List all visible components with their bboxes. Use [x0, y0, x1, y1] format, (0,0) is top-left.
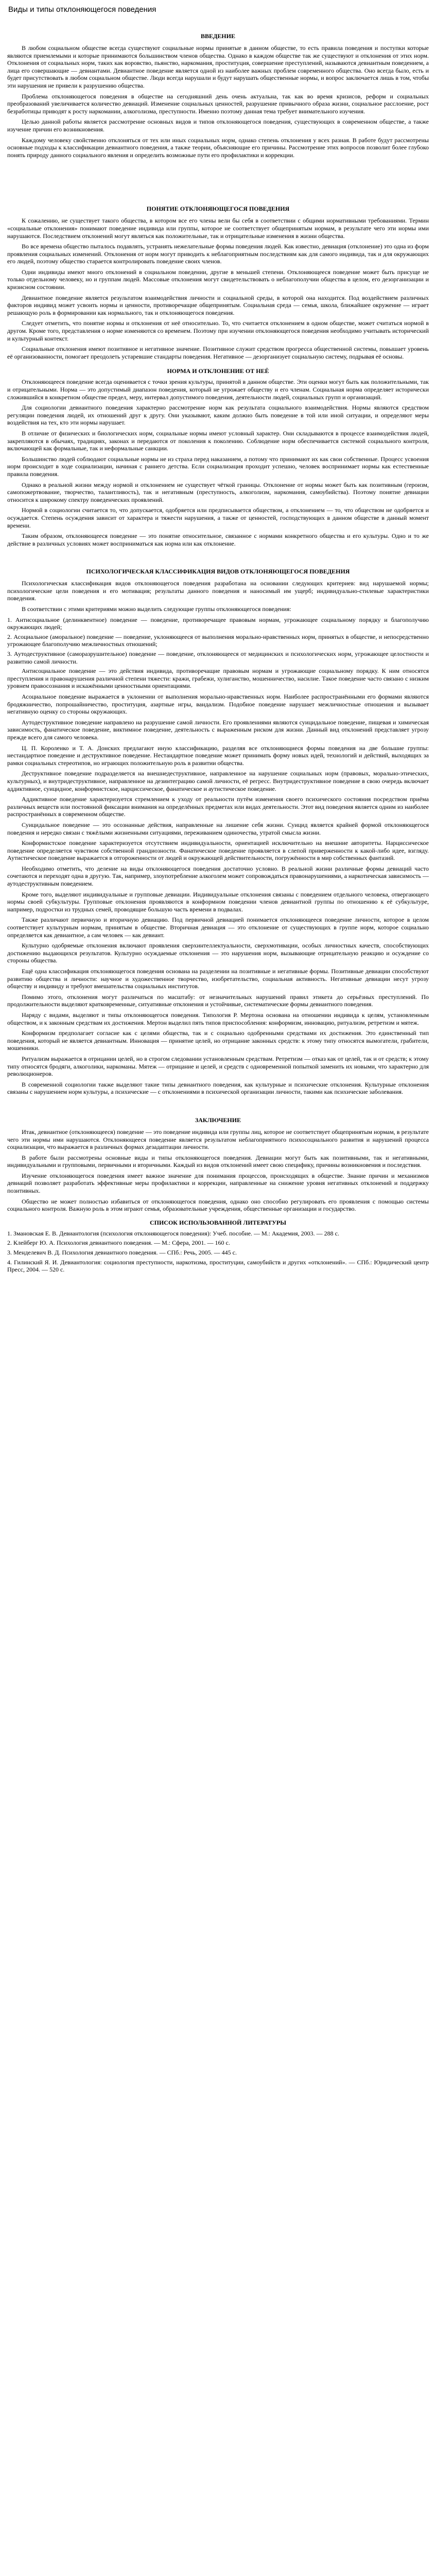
reference-item: 4. Гилинский Я. И. Девиантология: социология преступности, наркотизма, проституции, самоубийств и других «отклонений». — СПб.: Юридический центр Пресс, 2004. — 520 с. [7, 1258, 429, 1274]
paragraph: Итак, девиантное (отклоняющееся) поведение — это поведение индивида или группы лиц, которое не соответствует общепринятым нормам, в результате чего эти нормы ими нарушаются. Отклоняющееся поведение является результатом неблагоприятного психосоциального развития и нарушений процесса социализации, что выражается в различных формах дезадаптации личности. [7, 1128, 429, 1151]
paragraph: Кроме того, выделяют индивидуальные и групповые девиации. Индивидуальные отклонения связаны с поведением отдельного человека, отвергающего нормы своей субкультуры. Групповые отклонения проявляются в конформном поведении членов девиантной группы по отношению к её субкультуре, например, подростки из трудных семей, проводящие большую часть времени в подвалах. [7, 890, 429, 913]
paragraph: Также различают первичную и вторичную девиацию. Под первичной девиацией понимается отклоняющееся поведение личности, которое в целом соответствует культурным нормам, принятым в обществе. Вторичная девиация — это отклонение от существующих в группе норм, которое социально определяется как девиантное, а сам человек — как девиант. [7, 916, 429, 939]
paragraph: Таким образом, отклоняющееся поведение — это понятие относительное, связанное с нормами конкретного общества и его культуры. Одно и то же действие в различных условиях может восприниматься как норма или как отклонение. [7, 532, 429, 547]
paragraph: Во все времена общество пыталось подавлять, устранять нежелательные формы поведения людей. Как известно, девиация (отклонение) это одна из форм проявления социальных изменений. Отклонения от норм могут приводить к неблагоприятным последствиям как для самого индивида, так и для окружающих его людей, поэтому общество старается контролировать поведение своих членов. [7, 243, 429, 265]
concept-heading: ПОНЯТИЕ ОТКЛОНЯЮЩЕГОСЯ ПОВЕДЕНИЯ [146, 205, 290, 213]
paragraph: В отличие от физических и биологических норм, социальные нормы имеют условный характер. Они складываются в процессе взаимодействия людей, закрепляются в обычаях, традициях, законах и передаются от поколения к поколению. Соблюдение норм обеспечивается системой социального контроля, включающей как формальные, так и неформальные санкции. [7, 429, 429, 452]
paragraph: Отклоняющееся поведение всегда оценивается с точки зрения культуры, принятой в данном обществе. Эти оценки могут быть как положительными, так и отрицательными. Норма — это допустимый диапазон поведения, который не угрожает обществу и его членам. Социальная норма определяет исторически сложившийся в конкретном обществе предел, меру, интервал допустимого поведения, деятельности людей, социальных групп и организаций. [7, 378, 429, 401]
conclusion-section [7, 1116, 429, 1213]
paragraph: Социальные отклонения имеют позитивное и негативное значение. Позитивное служит средством прогресса общественной системы, повышает уровень её организованности, помогает преодолеть устаревшие стандарты поведения. Негативное — дезорганизует социальную систему, подрывая её основы. [7, 345, 429, 360]
paragraph: В любом социальном обществе всегда существуют социальные нормы принятые в данном обществе, то есть правила поведения и поступки которые являются приемлемыми и которые принимаются большинством членов общества. Однако в каждом обществе так же существуют и отклонения от этих норм. Отклонения от социальных норм, таких как воровство, пьянство, наркомания, проституция, совершение преступлений, называются девиантным поведением, а лица его совершающие — девиантами. Девиантное поведение является одной из наиболее важных проблем современного общества. Оно всегда было, есть и будет присутствовать в любом социальном обществе. Люди всегда нарушали и будут нарушать общественные нормы, и вопрос заключается лишь в том, чтобы эти нарушения не привели к разрушению общества. [7, 44, 429, 89]
classification-heading: ПСИХОЛОГИЧЕСКАЯ КЛАССИФИКАЦИЯ ВИДОВ ОТКЛОНЯЮЩЕГОСЯ ПОВЕДЕНИЯ [86, 568, 350, 575]
introduction-section [7, 32, 429, 159]
references-section [7, 1219, 429, 1274]
paragraph: Ритуализм выражается в отрицании целей, но в строгом следовании установленным средствам. Ретретизм — отказ как от целей, так и от средств; к этому типу относятся бродяги, алкоголики, наркоманы. Мятеж — отрицание и целей, и средств с одновременной попыткой заменить их новыми, что характерно для революционеров. [7, 1055, 429, 1078]
classification-section [7, 568, 429, 1008]
paragraph: Суицидальное поведение — это осознанные действия, направленные на лишение себя жизни. Суицид является крайней формой отклоняющегося поведения и нередко связан с тяжёлыми жизненными ситуациями, переживанием одиночества, утратой смысла жизни. [7, 821, 429, 836]
paragraph: В современной социологии также выделяют такие типы девиантного поведения, как культурные и психические отклонения. Культурные отклонения связаны с нарушением норм культуры, а психические — с отклонениями в психической организации личности, такими как психические заболевания. [7, 1080, 429, 1096]
types-section [7, 1011, 429, 1096]
paragraph: Конформизм предполагает согласие как с целями общества, так и с социально одобренными средствами их достижения. Это единственный тип поведения, который не является девиантным. Инновация — принятие целей, но отрицание законных средств: к этому типу относятся вымогатели, грабители, мошенники. [7, 1029, 429, 1052]
paragraph: Культурно одобряемые отклонения включают проявления сверхинтеллектуальности, сверхмотивации, особых личностных качеств, способствующих достижению выдающихся результатов. Культурно осуждаемые отклонения — это нарушения норм, вызывающие отрицательную реакцию и осуждение со стороны общества. [7, 942, 429, 964]
paragraph: Общество не может полностью избавиться от отклоняющегося поведения, однако оно способно регулировать его проявления с помощью системы социального контроля. Важную роль в этом играют семья, образовательные учреждения, общественные организации и государство. [7, 1197, 429, 1213]
list-item: 2. Асоциальное (аморальное) поведение — поведение, уклоняющееся от выполнения морально-нравственных норм, принятых в обществе, и непосредственно угрожающее благополучию межличностных отношений; [7, 633, 429, 648]
introduction-heading: ВВЕДЕНИЕ [201, 32, 235, 40]
norm-section [7, 367, 429, 547]
list-item: 1. Антисоциальное (делинквентное) поведение — поведение, противоречащее правовым нормам, угрожающее социальному порядку и благополучию окружающих людей; [7, 616, 429, 631]
paragraph: Каждому человеку свойственно отклоняться от тех или иных социальных норм, однако степень отклонения у всех разная. В работе будут рассмотрены основные подходы к классификации девиантного поведения, а также теории, объясняющие его причины. Рассмотрение этих вопросов позволит более глубоко понять природу данного социального явления и определить возможные пути его профилактики и коррекции. [7, 136, 429, 159]
paragraph: Наряду с видами, выделяют и типы отклоняющегося поведения. Типология Р. Мертона основана на отношении индивида к целям, установленным обществом, и к законным средствам их достижения. Мертон выделил пять типов приспособления: конформизм, инновацию, ритуализм, ретретизм и мятеж. [7, 1011, 429, 1026]
paragraph: Ещё одна классификация отклоняющегося поведения основана на разделении на позитивные и негативные формы. Позитивные девиации способствуют развитию общества и личности: научное и художественное творчество, изобретательство, социальная активность. Негативные девиации несут угрозу обществу и индивиду и требуют вмешательства социальных институтов. [7, 968, 429, 990]
paragraph: Большинство людей соблюдают социальные нормы не из страха перед наказанием, а потому что принимают их как свои собственные. Процесс усвоения норм происходит в ходе социализации, начиная с раннего детства. Если социализация проходит успешно, человек воспринимает нормы как естественные правила поведения. [7, 455, 429, 478]
paragraph: В соответствии с этими критериями можно выделить следующие группы отклоняющегося поведения: [22, 605, 291, 613]
paragraph: Аддиктивное поведение характеризуется стремлением к уходу от реальности путём изменения своего психического состояния посредством приёма различных веществ или постоянной фиксации внимания на определённых предметах или видах деятельности. Этот вид поведения является одним из наиболее распространённых в современном обществе. [7, 795, 429, 818]
reference-item: 3. Менделевич В. Д. Психология девиантного поведения. — СПб.: Речь, 2005. — 445 с. [7, 1249, 237, 1257]
paragraph: Однако в реальной жизни между нормой и отклонением не существует чёткой границы. Отклонение от нормы может быть как позитивным (героизм, самопожертвование, творчество, талантливость), так и негативным (преступность, алкоголизм, наркомания, самоубийства). Поэтому понятие девиации относится к широкому спектру поведенческих проявлений. [7, 481, 429, 503]
paragraph: Ц. П. Короленко и Т. А. Донских предлагают иную классификацию, разделяя все отклоняющиеся формы поведения на две большие группы: нестандартное поведение и деструктивное поведение. Нестандартное поведение может принимать форму новых идей, технологий и действий, выходящих за рамки социальных стереотипов, но играющих положительную роль в развитии общества. [7, 744, 429, 767]
norm-heading: НОРМА И ОТКЛОНЕНИЕ ОТ НЕЁ [167, 367, 269, 375]
concept-section [7, 205, 429, 360]
reference-item: 2. Клейберг Ю. А. Психология девиантного поведения. — М.: Сфера, 2001. — 160 с. [7, 1239, 230, 1247]
paragraph: Конформистское поведение характеризуется отсутствием индивидуальности, ориентацией исключительно на внешние авторитеты. Нарциссическое поведение определяется чувством собственной грандиозности. Фанатическое поведение проявляется в слепой приверженности к какой-либо идее, взгляду. Аутистическое поведение выражается в отгороженности от людей и окружающей действительности, погружённости в мир собственных фантазий. [7, 839, 429, 862]
paragraph: Девиантное поведение является результатом взаимодействия личности и социальной среды, в которой она находится. Под воздействием различных факторов индивид может усвоить нормы и ценности, противоречащие общепринятым. Социальная среда — семья, школа, ближайшее окружение — играет решающую роль в формировании как нормального, так и отклоняющегося поведения. [7, 294, 429, 316]
paragraph: Необходимо отметить, что деление на виды отклоняющегося поведения достаточно условно. В реальной жизни различные формы девиаций часто сочетаются и переходят одна в другую. Так, например, злоупотребление алкоголем может сопровождаться правонарушениями, а наркотическая зависимость — аутодеструктивным поведением. [7, 865, 429, 888]
paragraph: Антисоциальное поведение — это действия индивида, противоречащие правовым нормам и угрожающие социальному порядку. К ним относятся преступления и правонарушения различной степени тяжести: кражи, грабежи, хулиганство, мошенничество, насилие. Такое поведение часто связано с низким уровнем правосознания и искажёнными ценностными ориентациями. [7, 667, 429, 690]
paragraph: Целью данной работы является рассмотрение основных видов и типов отклоняющегося поведения, существующих в современном обществе, а также изучение причин его возникновения. [7, 118, 429, 133]
conclusion-heading: ЗАКЛЮЧЕНИЕ [195, 1116, 241, 1124]
paragraph: Асоциальное поведение выражается в уклонении от выполнения морально-нравственных норм. Наиболее распространёнными его формами являются бродяжничество, попрошайничество, проституция, азартные игры, вандализм. Подобное поведение нарушает межличностные отношения и вызывает негативную оценку со стороны окружающих. [7, 693, 429, 716]
paragraph: Нормой в социологии считается то, что допускается, одобряется или предписывается обществом, а отклонением — то, что обществом не одобряется и осуждается. Степень осуждения зависит от характера и тяжести нарушения, а также от ценностей, господствующих в данном обществе в данный момент времени. [7, 506, 429, 529]
paragraph: Деструктивное поведение подразделяется на внешнедеструктивное, направленное на нарушение социальных норм (правовых, морально-этических, культурных), и внутридеструктивное, направленное на дезинтеграцию самой личности, её регресс. Внутридеструктивное поведение в свою очередь включает аддиктивное, суицидное, конформистское, нарциссическое, фанатическое и аутистическое поведение. [7, 770, 429, 792]
paragraph: В работе были рассмотрены основные виды и типы отклоняющегося поведения. Девиации могут быть как позитивными, так и негативными, индивидуальными и групповыми, первичными и вторичными. Каждый из видов отклонений имеет свою специфику, причины возникновения и последствия. [7, 1154, 429, 1169]
paragraph: Одни индивиды имеют много отклонений в социальном поведении, другие в меньшей степени. Отклоняющееся поведение может быть присуще не только отдельному человеку, но и группам людей. Массовые отклонения могут свидетельствовать о неблагополучии общества в целом, его дезорганизации и кризисном состоянии. [7, 268, 429, 291]
paragraph: Следует отметить, что понятие нормы и отклонения от неё относительно. То, что считается отклонением в одном обществе, может считаться нормой в другом. Кроме того, представления о норме изменяются со временем. Поэтому при изучении отклоняющегося поведения необходимо учитывать исторический и культурный контекст. [7, 319, 429, 342]
paragraph: Помимо этого, отклонения могут различаться по масштабу: от незначительных нарушений правил этикета до серьёзных преступлений. По продолжительности выделяют кратковременные, ситуативные отклонения и устойчивые, систематические формы девиантного поведения. [7, 993, 429, 1008]
page-title: Виды и типы отклоняющегося поведения [8, 5, 156, 14]
references-heading: СПИСОК ИСПОЛЬЗОВАННОЙ ЛИТЕРАТУРЫ [149, 1218, 287, 1226]
list-item: 3. Аутодеструктивное (саморазрушительное) поведение — поведение, отклоняющееся от медицинских и психологических норм, угрожающее целостности и развитию самой личности. [7, 650, 429, 665]
paragraph: Психологическая классификация видов отклоняющегося поведения разработана на основании следующих критериев: вид нарушаемой нормы; психологические цели поведения и его мотивация; результаты данного поведения и наносимый им ущерб; индивидуально-стилевые характеристики поведения. [7, 580, 429, 602]
paragraph: К сожалению, не существует такого общества, в котором все его члены вели бы себя в соответствии с общими нормативными требованиями. Термин «социальные отклонения» понимают поведение индивида или группы, которое не соответствует общепринятым нормам, в результате чего эти нормы ими нарушаются. Последствием отклонений могут являться как положительные, так и отрицательные изменения в жизни общества. [7, 217, 429, 240]
paragraph: Изучение отклоняющегося поведения имеет важное значение для понимания процессов, происходящих в обществе. Знание причин и механизмов девиаций позволяет разработать эффективные меры профилактики и коррекции, направленные на снижение уровня негативных отклонений и поддержку позитивных. [7, 1172, 429, 1195]
paragraph: Аутодеструктивное поведение направлено на разрушение самой личности. Его проявлениями являются суицидальное поведение, пищевая и химическая зависимость, фанатическое поведение, виктимное поведение, деятельность с выраженным риском для жизни. Данный вид отклонений представляет угрозу прежде всего для самого человека. [7, 718, 429, 741]
paragraph: Проблема отклоняющегося поведения в обществе на сегодняшний день очень актуальна, так как во время кризисов, реформ и социальных преобразований увеличивается количество девиаций. Изменение социальных ценностей, разрушение привычного образа жизни, социальное расслоение, рост безработицы приводят к росту наркомании, алкоголизма, преступности. Именно поэтому данная тема требует внимательного изучения. [7, 92, 429, 115]
reference-item: 1. Змановская Е. В. Девиантология (психология отклоняющегося поведения): Учеб. пособие. — М.: Академия, 2003. — 288 с. [7, 1229, 339, 1237]
paragraph: Для социологии девиантного поведения характерно рассмотрение норм как результата социального взаимодействия. Нормы являются средством регуляции поведения людей, их отношений друг к другу. Они указывают, каким должно быть поведение в той или иной ситуации, и определяют меры воздействия на тех, кто эти нормы нарушает. [7, 404, 429, 427]
